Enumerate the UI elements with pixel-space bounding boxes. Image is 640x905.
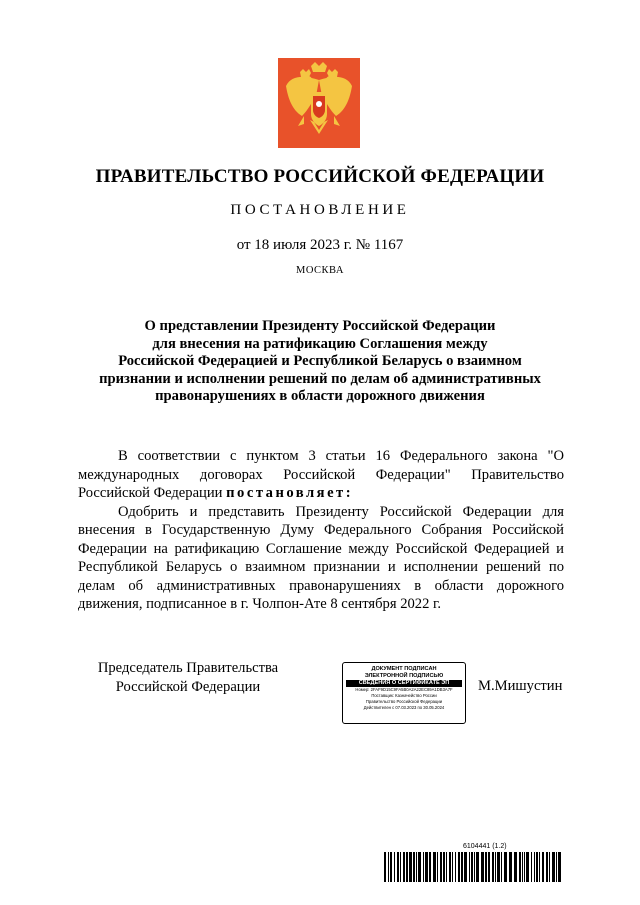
signer-position-line: Российской Федерации <box>115 678 261 695</box>
signer-position <box>78 659 298 696</box>
stamp-issuer: Поставщик: Казначейство России <box>371 693 437 698</box>
document-city: МОСКВА <box>296 265 344 276</box>
decree-word: постановляет: <box>226 485 354 501</box>
document-body <box>78 447 564 614</box>
signer-name: М.Мишустин <box>478 678 563 694</box>
stamp-owner: Правительство Российской Федерации <box>365 699 443 704</box>
state-emblem <box>278 58 360 148</box>
emblem-icon <box>278 58 360 148</box>
body-paragraph <box>78 503 564 614</box>
stamp-line: ДОКУМЕНТ ПОДПИСАН <box>371 666 437 672</box>
subject-line: правонарушениях в области дорожного движения <box>155 388 485 404</box>
stamp-line: ЭЛЕКТРОННОЙ ПОДПИСЬЮ <box>364 673 444 679</box>
document-date-number: от 18 июля 2023 г. № 1167 <box>236 237 404 253</box>
barcode-icon <box>384 852 564 882</box>
barcode-number: 6104441 (1.2) <box>463 843 507 850</box>
subject-line: для внесения на ратификацию Соглашения между <box>152 335 488 352</box>
document-subject <box>80 318 560 406</box>
stamp-certificate-bar: СВЕДЕНИЯ О СЕРТИФИКАТЕ ЭП <box>346 680 462 687</box>
stamp-serial: Номер: 2FAF9D15C9FA5B0A2A22EC89A1DB3A7F <box>355 687 453 692</box>
government-title: ПРАВИТЕЛЬСТВО РОССИЙСКОЙ ФЕДЕРАЦИИ <box>95 166 545 187</box>
paragraph-text: Одобрить и представить Президенту Российской Федерации для внесения в Государственную Думу Федерального Собрания Российской Федерации на ратификацию Соглашение между Российской Федерацией и Республикой Беларусь о взаимном признании и исполнении решений по делам об административных правонарушениях в области дорожного движения, подписанное в г. Чолпон-Ате 8 сентября 2022 г. <box>78 503 564 612</box>
document-type: ПОСТАНОВЛЕНИЕ <box>230 202 410 218</box>
subject-line: О представлении Президенту Российской Федерации <box>144 318 496 334</box>
signer-position-line: Председатель Правительства <box>97 660 279 676</box>
electronic-signature-stamp <box>342 662 466 724</box>
stamp-validity: Действителен с 07.03.2023 по 30.05.2024 <box>363 705 445 710</box>
subject-line: признании и исполнении решений по делам об административных <box>99 370 541 387</box>
paragraph-text: В соответствии с пунктом 3 статьи 16 Федерального закона "О международных договорах Российской Федерации" Правительство Российской Федерации <box>78 448 564 501</box>
subject-line: Российской Федерацией и Республикой Беларусь о взаимном <box>118 353 522 369</box>
body-paragraph <box>78 447 564 503</box>
